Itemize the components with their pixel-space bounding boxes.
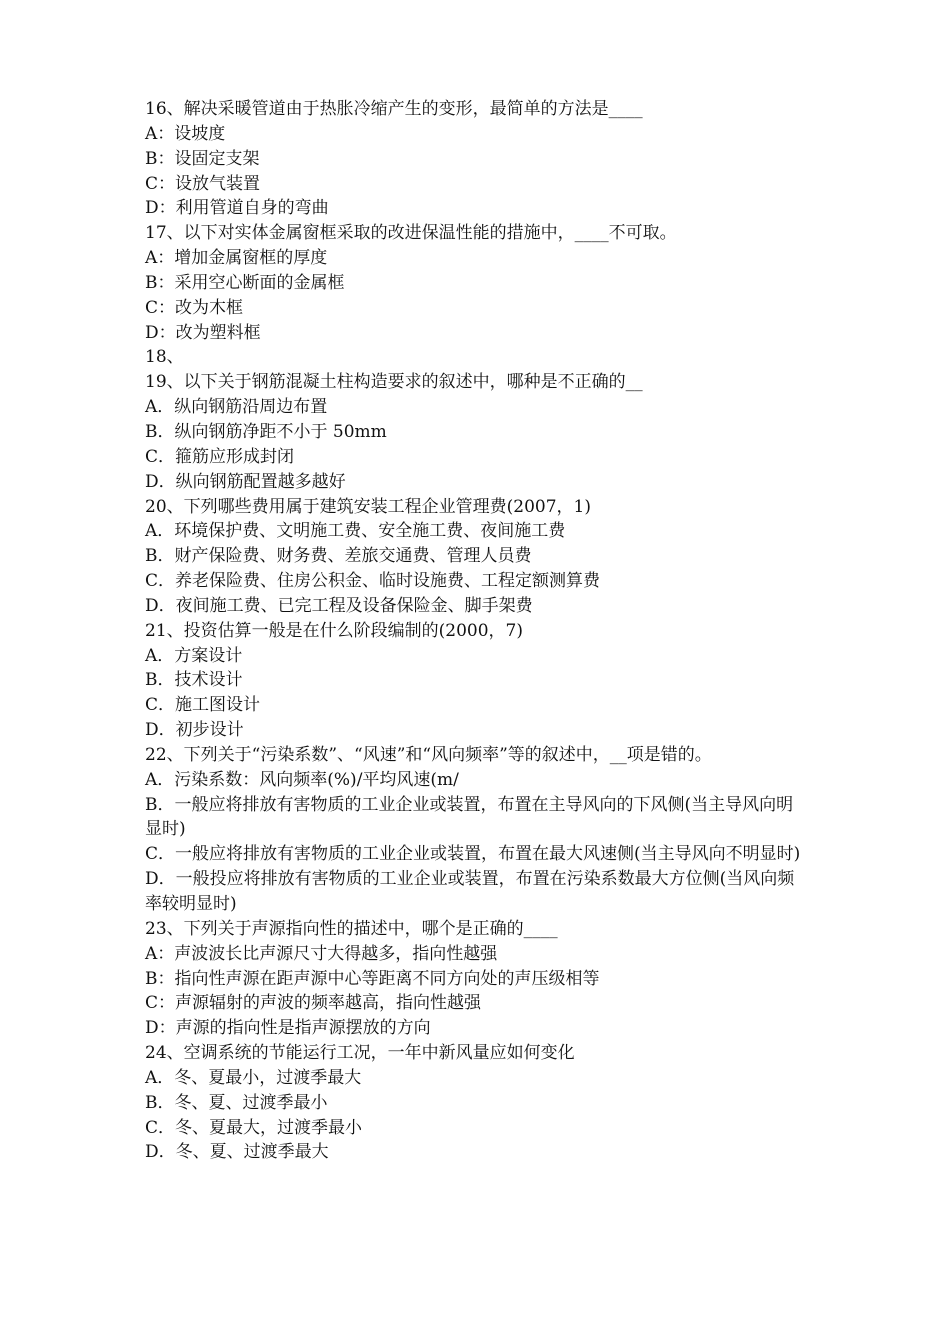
option-23-a: A：声波波长比声源尺寸大得越多，指向性越强 [145,943,498,964]
option-17-c: C：改为木框 [145,297,244,318]
option-17-d: D：改为塑料框 [145,322,261,343]
option-20-a: A．环境保护费、文明施工费、安全施工费、夜间施工费 [145,521,566,542]
option-22-c: C．一般应将排放有害物质的工业企业或装置，布置在最大风速侧(当主导风向不明显时) [145,844,801,865]
option-16-b: B：设固定支架 [145,148,260,169]
option-17-a: A：增加金属窗框的厚度 [145,248,328,269]
option-17-b: B：采用空心断面的金属框 [145,272,345,293]
question-19: 19、以下关于钢筋混凝土柱构造要求的叙述中，哪种是不正确的__ [145,372,643,393]
question-24: 24、空调系统的节能运行工况，一年中新风量应如何变化 [145,1043,575,1064]
question-22: 22、下列关于“污染系数”、“风速”和“风向频率”等的叙述中，__项是错的。 [145,744,712,765]
option-19-c: C．箍筋应形成封闭 [145,446,295,467]
option-19-b: B．纵向钢筋净距不小于 50mm [145,421,387,442]
option-24-c: C．冬、夏最大，过渡季最小 [145,1117,363,1138]
option-24-a: A．冬、夏最小，过渡季最大 [145,1067,362,1088]
option-19-d: D．纵向钢筋配置越多越好 [145,471,346,492]
option-24-b: B．冬、夏、过渡季最小 [145,1092,328,1113]
question-21: 21、投资估算一般是在什么阶段编制的(2000，7) [145,620,523,641]
question-16: 16、解决采暖管道由于热胀冷缩产生的变形，最简单的方法是____ [145,99,643,119]
option-20-d: D．夜间施工费、已完工程及设备保险金、脚手架费 [145,595,533,616]
option-22-a: A．污染系数：风向频率(%)/平均风速(m/ [145,769,459,790]
option-21-c: C．施工图设计 [145,695,261,716]
document-body [145,97,810,1165]
question-18: 18、 [145,347,184,368]
option-16-d: D：利用管道自身的弯曲 [145,198,329,219]
question-20: 20、下列哪些费用属于建筑安装工程企业管理费(2007，1) [145,496,591,517]
option-22-b: B．一般应将排放有害物质的工业企业或装置，布置在主导风向的下风侧(当主导风向明显时) [145,794,794,840]
option-23-c: C：声源辐射的声波的频率越高，指向性越强 [145,993,482,1014]
option-20-b: B．财产保险费、财务费、差旅交通费、管理人员费 [145,546,532,567]
option-21-d: D．初步设计 [145,720,244,741]
option-24-d: D．冬、夏、过渡季最大 [145,1142,329,1163]
option-22-d: D．一般投应将排放有害物质的工业企业或装置，布置在污染系数最大方位侧(当风向频率较明显时) [145,869,795,914]
option-21-a: A．方案设计 [145,645,243,666]
option-19-a: A．纵向钢筋沿周边布置 [145,397,328,418]
question-23: 23、下列关于声源指向性的描述中，哪个是正确的____ [145,918,558,939]
option-21-b: B．技术设计 [145,670,243,691]
option-16-a: A：设坡度 [145,123,226,144]
option-23-b: B：指向性声源在距声源中心等距离不同方向处的声压级相等 [145,968,600,989]
option-23-d: D：声源的指向性是指声源摆放的方向 [145,1018,431,1039]
option-20-c: C．养老保险费、住房公积金、临时设施费、工程定额测算费 [145,571,601,592]
question-17: 17、以下对实体金属窗框采取的改进保温性能的措施中，____不可取。 [145,223,677,244]
option-16-c: C：设放气装置 [145,173,261,194]
